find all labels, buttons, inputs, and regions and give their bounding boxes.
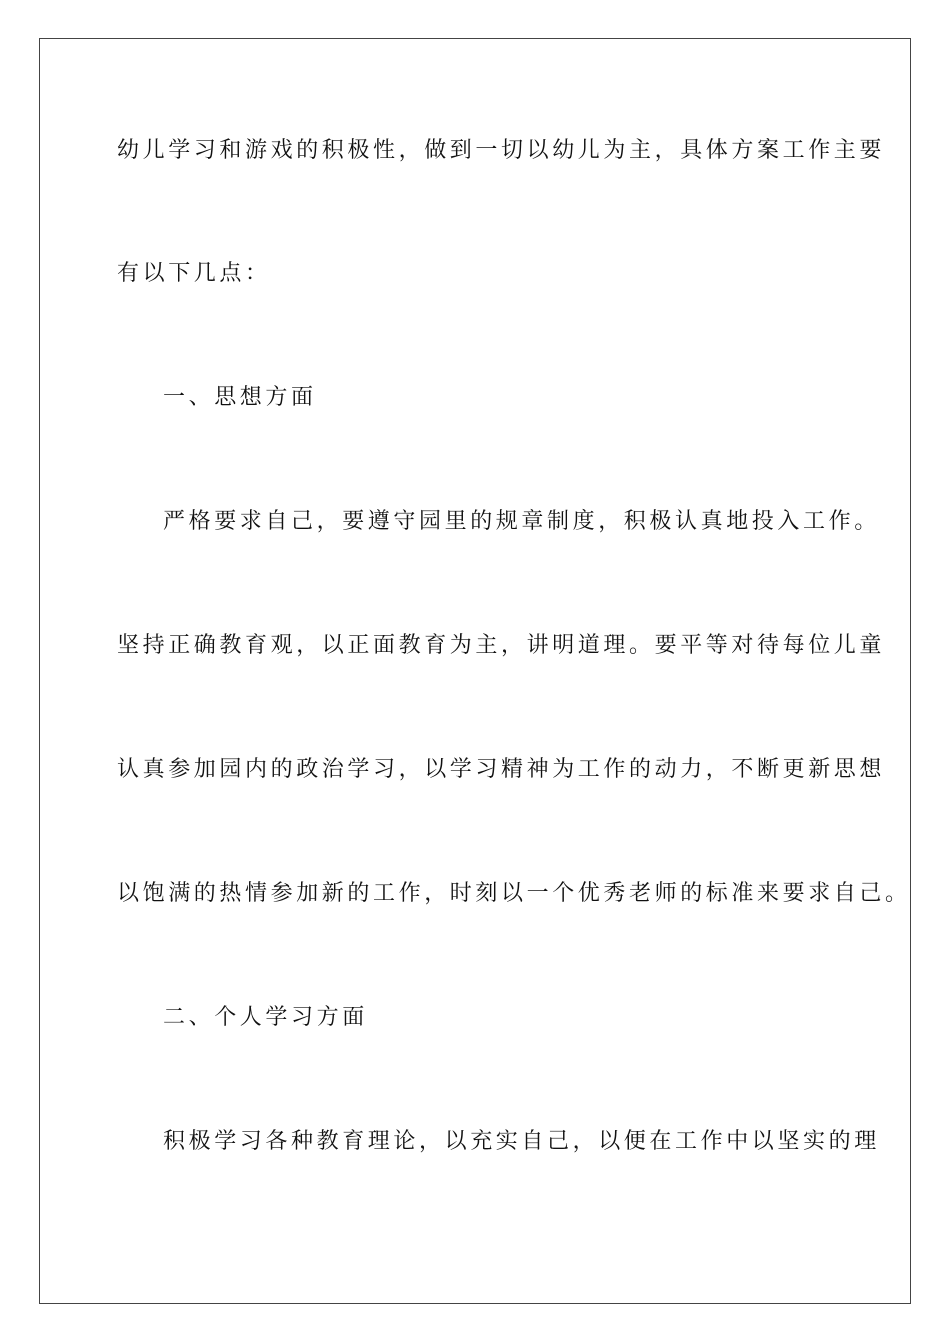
- paragraph-line: 积极学习各种教育理论，以充实自己，以便在工作中以坚实的理: [163, 1129, 880, 1154]
- paragraph-line: 幼儿学习和游戏的积极性，做到一切以幼儿为主，具体方案工作主要: [117, 138, 886, 163]
- paragraph-line: 有以下几点：: [117, 261, 271, 286]
- page-frame: [39, 38, 911, 1304]
- paragraph-line: 严格要求自己，要遵守园里的规章制度，积极认真地投入工作。: [163, 509, 880, 534]
- paragraph-line: 以饱满的热情参加新的工作，时刻以一个优秀老师的标准来要求自己。: [117, 881, 911, 906]
- paragraph-line: 认真参加园内的政治学习，以学习精神为工作的动力，不断更新思想: [117, 757, 886, 782]
- section-heading: 一、思想方面: [163, 385, 317, 410]
- section-heading: 二、个人学习方面: [163, 1005, 368, 1030]
- paragraph-line: 坚持正确教育观，以正面教育为主，讲明道理。要平等对待每位儿童: [117, 633, 886, 658]
